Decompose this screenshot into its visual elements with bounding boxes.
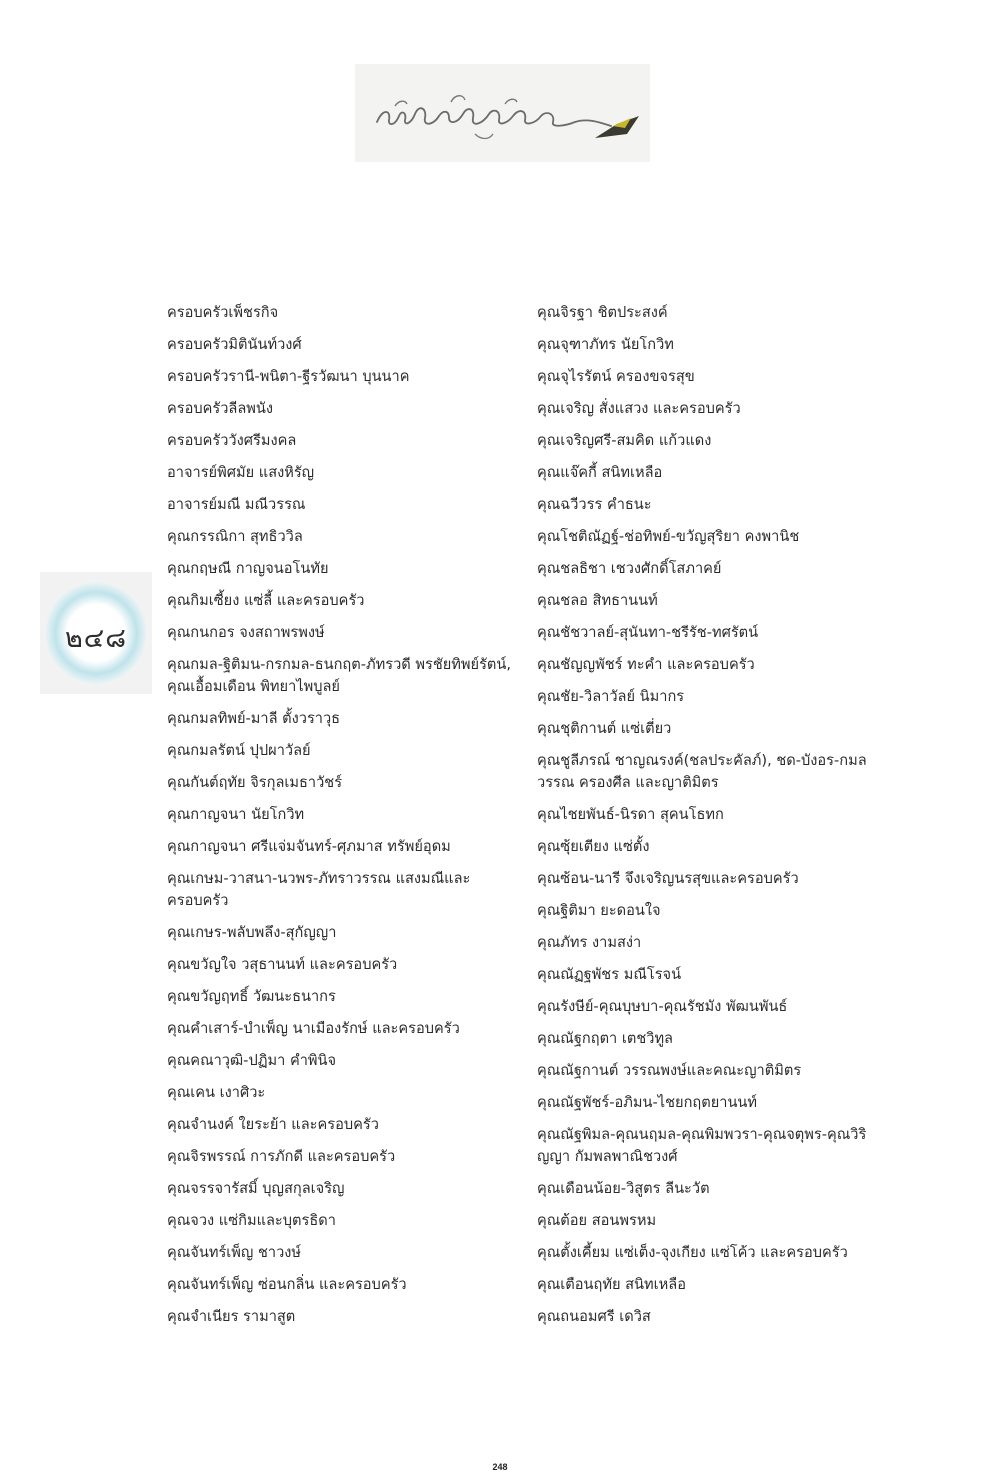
list-item: คุณฉวีวรร คำธนะ xyxy=(537,496,652,513)
header-calligraphy-art xyxy=(355,64,650,162)
list-item: คุณจวง แซ่กิมและบุตรธิดา xyxy=(167,1212,336,1229)
list-item: คุณกมลทิพย์-มาลี ตั้งวราวุธ xyxy=(167,710,341,727)
list-item: คุณกมล-ฐิติมน-กรกมล-ธนกฤต-ภัทรวดี พรชัยทิพย์รัตน์, คุณเอื้อมเดือน พิทยาไพบูลย์ xyxy=(167,656,512,695)
list-item: คุณจุฑาภัทร นัยโกวิท xyxy=(537,336,674,353)
list-item: คุณจำเนียร รามาสูต xyxy=(167,1308,296,1325)
list-item: คุณชลอ สิทธานนท์ xyxy=(537,592,658,609)
list-item: คุณกรรณิกา สุทธิววิล xyxy=(167,528,303,545)
list-item: คุณชุติกานต์ แซ่เตี่ยว xyxy=(537,720,672,737)
list-item: คุณจิรฐา ชิตประสงค์ xyxy=(537,304,668,321)
list-item: คุณตั้งเคี้ยม แซ่เต็ง-จุงเกียง แซ่โค้ว และครอบครัว xyxy=(537,1244,848,1261)
list-item: คุณขวัญฤทธิ์ วัฒนะธนากร xyxy=(167,988,336,1005)
list-item: คุณเกษร-พลับพลึง-สุกัญญา xyxy=(167,924,337,941)
list-item: คุณกิมเซี้ยง แซ่ลี้ และครอบครัว xyxy=(167,592,365,609)
list-item: คุณไชยพันธ์-นิรดา สุคนโธทก xyxy=(537,806,724,823)
list-item: คุณเตือนฤทัย สนิทเหลือ xyxy=(537,1276,686,1293)
list-item: คุณซุ้ยเตียง แซ่ตั้ง xyxy=(537,838,650,855)
list-item: คุณฐิติมา ยะดอนใจ xyxy=(537,902,661,919)
list-item: คุณรังษีย์-คุณบุษบา-คุณรัชมัง พัฒนพันธ์ xyxy=(537,998,788,1015)
list-item: คุณจำนงค์ ใยระย้า และครอบครัว xyxy=(167,1116,379,1133)
list-item: คุณจันทร์เพ็ญ ชาวงษ์ xyxy=(167,1244,302,1261)
list-item: คุณจรรจารัสมิ์ บุญสกุลเจริญ xyxy=(167,1180,345,1197)
list-item: คุณชูลีภรณ์ ชาญณรงค์(ชลประคัลภ์), ชด-บังอร-กมลวรรณ ครองศีล และญาติมิตร xyxy=(537,752,867,791)
list-item: ครอบครัวเพ็ชรกิจ xyxy=(167,304,279,321)
list-item: คุณคณาวุฒิ-ปฏิมา คำพินิจ xyxy=(167,1052,337,1069)
list-item: คุณจิรพรรณ์ การภักดี และครอบครัว xyxy=(167,1148,396,1165)
list-item: คุณณัฐกฤตา เตชวิทูล xyxy=(537,1030,674,1047)
list-item: คุณซ้อน-นารี จึงเจริญนรสุขและครอบครัว xyxy=(537,870,799,887)
list-item: ครอบครัวมิตินันท์วงศ์ xyxy=(167,336,302,353)
list-item: คุณกาญจนา นัยโกวิท xyxy=(167,806,305,823)
list-item: คุณณัฐพิมล-คุณนฤมล-คุณพิมพวรา-คุณจตุพร-คุณวิริญญา กัมพลพาณิชวงศ์ xyxy=(537,1126,867,1165)
list-item: ครอบครัวลีลพนัง xyxy=(167,400,274,417)
list-item: คุณกนกอร จงสถาพรพงษ์ xyxy=(167,624,325,641)
list-item: อาจารย์มณี มณีวรรณ xyxy=(167,496,306,513)
list-item: คุณชัญญพัชร์ ทะคำ และครอบครัว xyxy=(537,656,755,673)
list-item: อาจารย์พิศมัย แสงหิรัญ xyxy=(167,464,315,481)
list-item: คุณขวัญใจ วสุธานนท์ และครอบครัว xyxy=(167,956,398,973)
list-item: คุณกฤษณี กาญจนอโนทัย xyxy=(167,560,329,577)
list-item: คุณเจริญศรี-สมคิด แก้วแดง xyxy=(537,432,712,449)
list-item: คุณเดือนน้อย-วิสูตร ลีนะวัต xyxy=(537,1180,710,1197)
list-item: คุณกมลรัตน์ ปุปผาวัลย์ xyxy=(167,742,311,759)
page-number: 248 xyxy=(492,1462,508,1472)
list-item: คุณณัฏฐพัชร มณีโรจน์ xyxy=(537,966,682,983)
list-item: คุณณัฐกานต์ วรรณพงษ์และคณะญาติมิตร xyxy=(537,1062,802,1079)
list-item: คุณจันทร์เพ็ญ ซ่อนกลิ่น และครอบครัว xyxy=(167,1276,407,1293)
list-item: คุณกันต์ฤทัย จิรกุลเมธาวัชร์ xyxy=(167,774,343,791)
list-item: คุณเกษม-วาสนา-นวพร-ภัทราวรรณ แสงมณีและครอบครัว xyxy=(167,870,471,909)
list-item: คุณชัชวาลย์-สุนันทา-ชรีรัช-ทศรัตน์ xyxy=(537,624,759,641)
page-number-badge xyxy=(40,572,152,694)
calligraphy-ornament-icon xyxy=(355,64,650,162)
list-item: คุณชลธิชา เชวงศักดิ์โสภาคย์ xyxy=(537,560,722,577)
list-item: ครอบครัวรานี-พนิตา-ฐีรวัฒนา บุนนาค xyxy=(167,368,410,385)
list-item: คุณกาญจนา ศรีแจ่มจันทร์-ศุภมาส ทรัพย์อุดม xyxy=(167,838,451,855)
list-item: คุณถนอมศรี เดวิส xyxy=(537,1308,651,1325)
thai-page-number: ๒๔๘ xyxy=(64,623,128,654)
list-item: คุณณัฐพัชร์-อภิมน-ไชยกฤตยานนท์ xyxy=(537,1094,758,1111)
list-item: คุณคำเสาร์-บำเพ็ญ นาเมืองรักษ์ และครอบครัว xyxy=(167,1020,460,1037)
list-item: คุณต้อย สอนพรหม xyxy=(537,1212,657,1229)
list-item: คุณชัย-วิลาวัลย์ นิมากร xyxy=(537,688,685,705)
list-item: คุณโชติณัฏฐ์-ช่อทิพย์-ขวัญสุริยา คงพานิช xyxy=(537,528,800,545)
list-item: คุณเคน เงาศิวะ xyxy=(167,1084,266,1101)
right-name-list xyxy=(537,302,882,1338)
list-item: คุณภัทร งามสง่า xyxy=(537,934,642,951)
list-item: ครอบครัววังศรีมงคล xyxy=(167,432,297,449)
list-item: คุณจุไรรัตน์ ครองขจรสุข xyxy=(537,368,695,385)
left-name-list xyxy=(167,302,512,1338)
list-item: คุณแจ๊คกี้ สนิทเหลือ xyxy=(537,464,663,481)
list-item: คุณเจริญ สั่งแสวง และครอบครัว xyxy=(537,400,741,417)
